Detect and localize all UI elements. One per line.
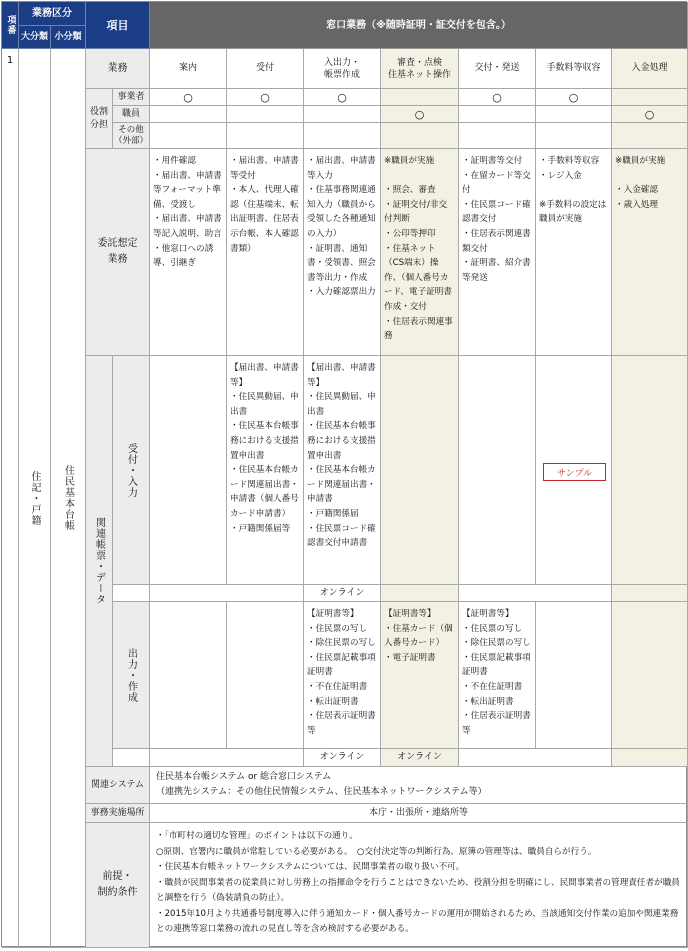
uketsuke-cell: 【届出書、申請書等】 ・住民異動届、申出書 ・住民基本台帳事務における支援措置申出書 ・住民基本台帳カード関連届出書・申請書（個人番号カード申請書） ・戸籍関係届等 <box>227 356 304 585</box>
header-item: 項目 <box>86 2 150 49</box>
role-empty <box>304 106 381 123</box>
header-category: 業務区分 <box>19 2 86 26</box>
itaku-cell: ・届出書、申請書等入力 ・住基事務関連通知入力（職員から受領した各種通知の入力） ・証明書、通知書・受領書、照会書等出力・作成 ・入力確認票出力 <box>304 149 381 356</box>
col-head-5: 交付・発送 <box>459 49 536 89</box>
role-mark: ○ <box>381 106 459 123</box>
label-kanren-data: 関連帳票・データ <box>86 356 113 767</box>
role-empty <box>459 123 536 149</box>
shutsuryoku-cell <box>612 602 688 749</box>
role-mark: ○ <box>227 89 304 106</box>
online-empty <box>459 585 612 602</box>
label-place: 事務実施場所 <box>86 804 150 823</box>
shutsuryoku-cell <box>150 602 227 749</box>
role-empty <box>536 106 612 123</box>
label-yakuwari: 役割 分担 <box>86 89 113 149</box>
role-empty <box>612 89 688 106</box>
col-head-1: 案内 <box>150 49 227 89</box>
role-mark: ○ <box>536 89 612 106</box>
col-head-4: 審査・点検 住基ネット操作 <box>381 49 459 89</box>
row-number: 1 <box>2 49 19 948</box>
col-head-6: 手数料等収容 <box>536 49 612 89</box>
online-empty <box>150 749 304 767</box>
minor-category: 住民基本台帳 <box>51 49 86 948</box>
shutsuryoku-online: オンライン <box>381 749 459 767</box>
role-empty <box>612 123 688 149</box>
itaku-cell: ・届出書、申請書等受付 ・本人、代理人確認（住基端末、転出証明書、住居表示台帳、本人確認書類） <box>227 149 304 356</box>
role-mark: ○ <box>150 89 227 106</box>
system-text: 住民基本台帳システム or 総合窓口システム （連携先システム：その他住民情報システム、住民基本ネットワークシステム等） <box>150 767 688 804</box>
label-itaku: 委託想定 業務 <box>86 149 150 356</box>
label-shutsuryoku: 出力・作成 <box>113 602 150 749</box>
online-spacer <box>113 749 150 767</box>
online-empty <box>381 585 459 602</box>
itaku-cell: ・用件確認 ・届出書、申請書等フォーマット準備、受渡し ・届出書、申請書等記入説明、助言 ・他窓口への誘導、引継ぎ <box>150 149 227 356</box>
label-conditions: 前提・ 制約条件 <box>86 823 150 948</box>
major-category: 住記・戸籍 <box>19 49 51 948</box>
role-empty <box>227 106 304 123</box>
role-empty <box>536 123 612 149</box>
uketsuke-cell: 【届出書、申請書等】 ・住民異動届、申出書 ・住民基本台帳事務における支援措置申出書 ・住民基本台帳カード関連届出書・申請書 ・戸籍関係届 ・住民票コード確認書交付申請書 <box>304 356 381 585</box>
uketsuke-online: オンライン <box>304 585 381 602</box>
col-head-3: 入出力・ 帳票作成 <box>304 49 381 89</box>
role-empty <box>304 123 381 149</box>
online-spacer <box>113 585 150 602</box>
role-empty <box>459 106 536 123</box>
shutsuryoku-cell <box>536 602 612 749</box>
place-text: 本庁・出張所・連絡所等 <box>150 804 688 823</box>
online-empty <box>459 749 612 767</box>
online-empty <box>150 585 304 602</box>
header-minor: 小分類 <box>51 26 86 49</box>
itaku-cell: ・証明書等交付 ・在留カード等交付 ・住民票コード確認書交付 ・住居表示関連書類交付 ・証明書、紹介書等発送 <box>459 149 536 356</box>
role-mark: ○ <box>612 106 688 123</box>
uketsuke-cell <box>150 356 227 585</box>
label-shokuin: 職員 <box>113 106 150 123</box>
label-system: 関連システム <box>86 767 150 804</box>
col-head-7: 入金処理 <box>612 49 688 89</box>
uketsuke-cell <box>381 356 459 585</box>
shutsuryoku-cell <box>227 602 304 749</box>
shutsuryoku-cell: 【証明書等】 ・住民票の写し ・除住民票の写し ・住民票記載事項証明書 ・不在住証明書 ・転出証明書 ・住居表示証明書等 <box>459 602 536 749</box>
role-mark: ○ <box>304 89 381 106</box>
uketsuke-cell <box>612 356 688 585</box>
role-empty <box>381 89 459 106</box>
work-table <box>1 1 687 947</box>
conditions-text: ・「市町村の適切な管理」のポイントは以下の通り。 ○原則、官署内に職員が常駐している必要がある。 ○交付決定等の判断行為、原簿の管理等は、職員自らが行う。 ・住民基本台帳ネットワークシステムについては、民間事業者の取り扱い不可。 ・職員が民間事業者の従業員に対し労務上の指揮命令を行うことはできないため、役割分担を明確にし、民間事業者の管理責任者が職員と調整を行う（偽装請負の防止）。 ・2015年10月より共通番号制度導入に伴う通知カード・個人番号カードの運用が開始されるため、当該通知交付作業の追加や関連業務との連携等窓口業務の流れの見直し等を含め検討する必要がある。 <box>150 823 688 948</box>
label-sonota: その他 （外部） <box>113 123 150 149</box>
shutsuryoku-cell: 【証明書等】 ・住民票の写し ・除住民票の写し ・住民票記載事項証明書 ・不在住証明書 ・転出証明書 ・住居表示証明書等 <box>304 602 381 749</box>
itaku-cell: ※職員が実施 ・入金確認 ・歳入処理 <box>612 149 688 356</box>
role-empty <box>381 123 459 149</box>
label-gyomu: 業務 <box>86 49 150 89</box>
header-major: 大分類 <box>19 26 51 49</box>
uketsuke-cell <box>459 356 536 585</box>
role-empty <box>227 123 304 149</box>
online-empty <box>612 585 688 602</box>
sample-stamp: サンプル <box>543 463 606 481</box>
role-empty <box>150 123 227 149</box>
header-number: 項番 <box>2 2 19 49</box>
shutsuryoku-cell: 【証明書等】 ・住基カード（個人番号カード） ・電子証明書 <box>381 602 459 749</box>
role-mark: ○ <box>459 89 536 106</box>
header-title: 窓口業務（※随時証明・証交付を包含。） <box>150 2 688 49</box>
shutsuryoku-online: オンライン <box>304 749 381 767</box>
itaku-cell: ・手数料等収容 ・レジ入金 ※手数料の設定は職員が実施 <box>536 149 612 356</box>
col-head-2: 受付 <box>227 49 304 89</box>
label-jigyosha: 事業者 <box>113 89 150 106</box>
itaku-cell: ※職員が実施 ・照会、審査 ・証明交付/非交付判断 ・公印等押印 ・住基ネット（CS端末）操作、（個人番号カード、電子証明書作成・交付 ・住居表示関連事務 <box>381 149 459 356</box>
label-uketsuke: 受付・入力 <box>113 356 150 585</box>
online-empty <box>612 749 688 767</box>
role-empty <box>150 106 227 123</box>
